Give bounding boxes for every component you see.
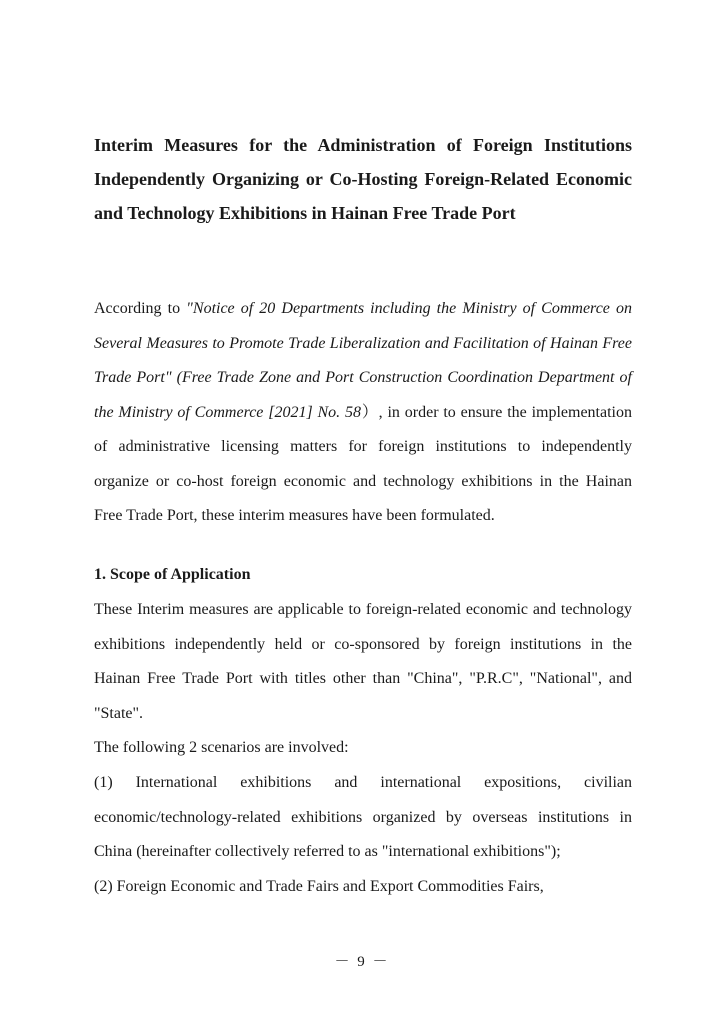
intro-suffix: ）, in order to ensure the implementation of administrative licensing matters for foreign institutions to independently organize or co-host foreign economic and technology exhibitions in the Hainan Free Trade Port, these interim measures have been formulated. xyxy=(94,403,632,524)
intro-prefix: According to xyxy=(94,300,187,317)
body-paragraph: These Interim measures are applicable to foreign-related economic and technology exhibitions independently held or co-sponsored by foreign institutions in the Hainan Free Trade Port with titles other than "China", "P.R.C", "National", and "State". xyxy=(94,601,632,722)
document-title: Interim Measures for the Administration of Foreign Institutions Independently Organizing or Co-Hosting Foreign-Related Economic and Technology Exhibitions in Hainan Free Trade Port xyxy=(94,135,632,223)
page-number: － 9 － xyxy=(334,954,390,970)
body-paragraph: (2) Foreign Economic and Trade Fairs and Export Commodities Fairs, xyxy=(94,877,544,895)
intro-citation: "Notice of 20 Departments including the Ministry of Commerce on Several Measures to Promote Trade Liberalization and Facilitation of Hainan Free Trade Port" (Free Trade Zone and Port Construction Coordination Department of the Ministry of Commerce [2021] No. 58 xyxy=(94,300,632,421)
body-paragraph: The following 2 scenarios are involved: xyxy=(94,739,349,757)
intro-paragraph xyxy=(94,292,632,534)
section-body-scope xyxy=(94,593,632,904)
body-paragraph: (1) International exhibitions and international expositions, civilian economic/technology-related exhibitions organized by overseas institutions in China (hereinafter collectively referred to as "international exhibitions"); xyxy=(94,773,632,861)
section-heading-scope: 1. Scope of Application xyxy=(94,566,251,583)
